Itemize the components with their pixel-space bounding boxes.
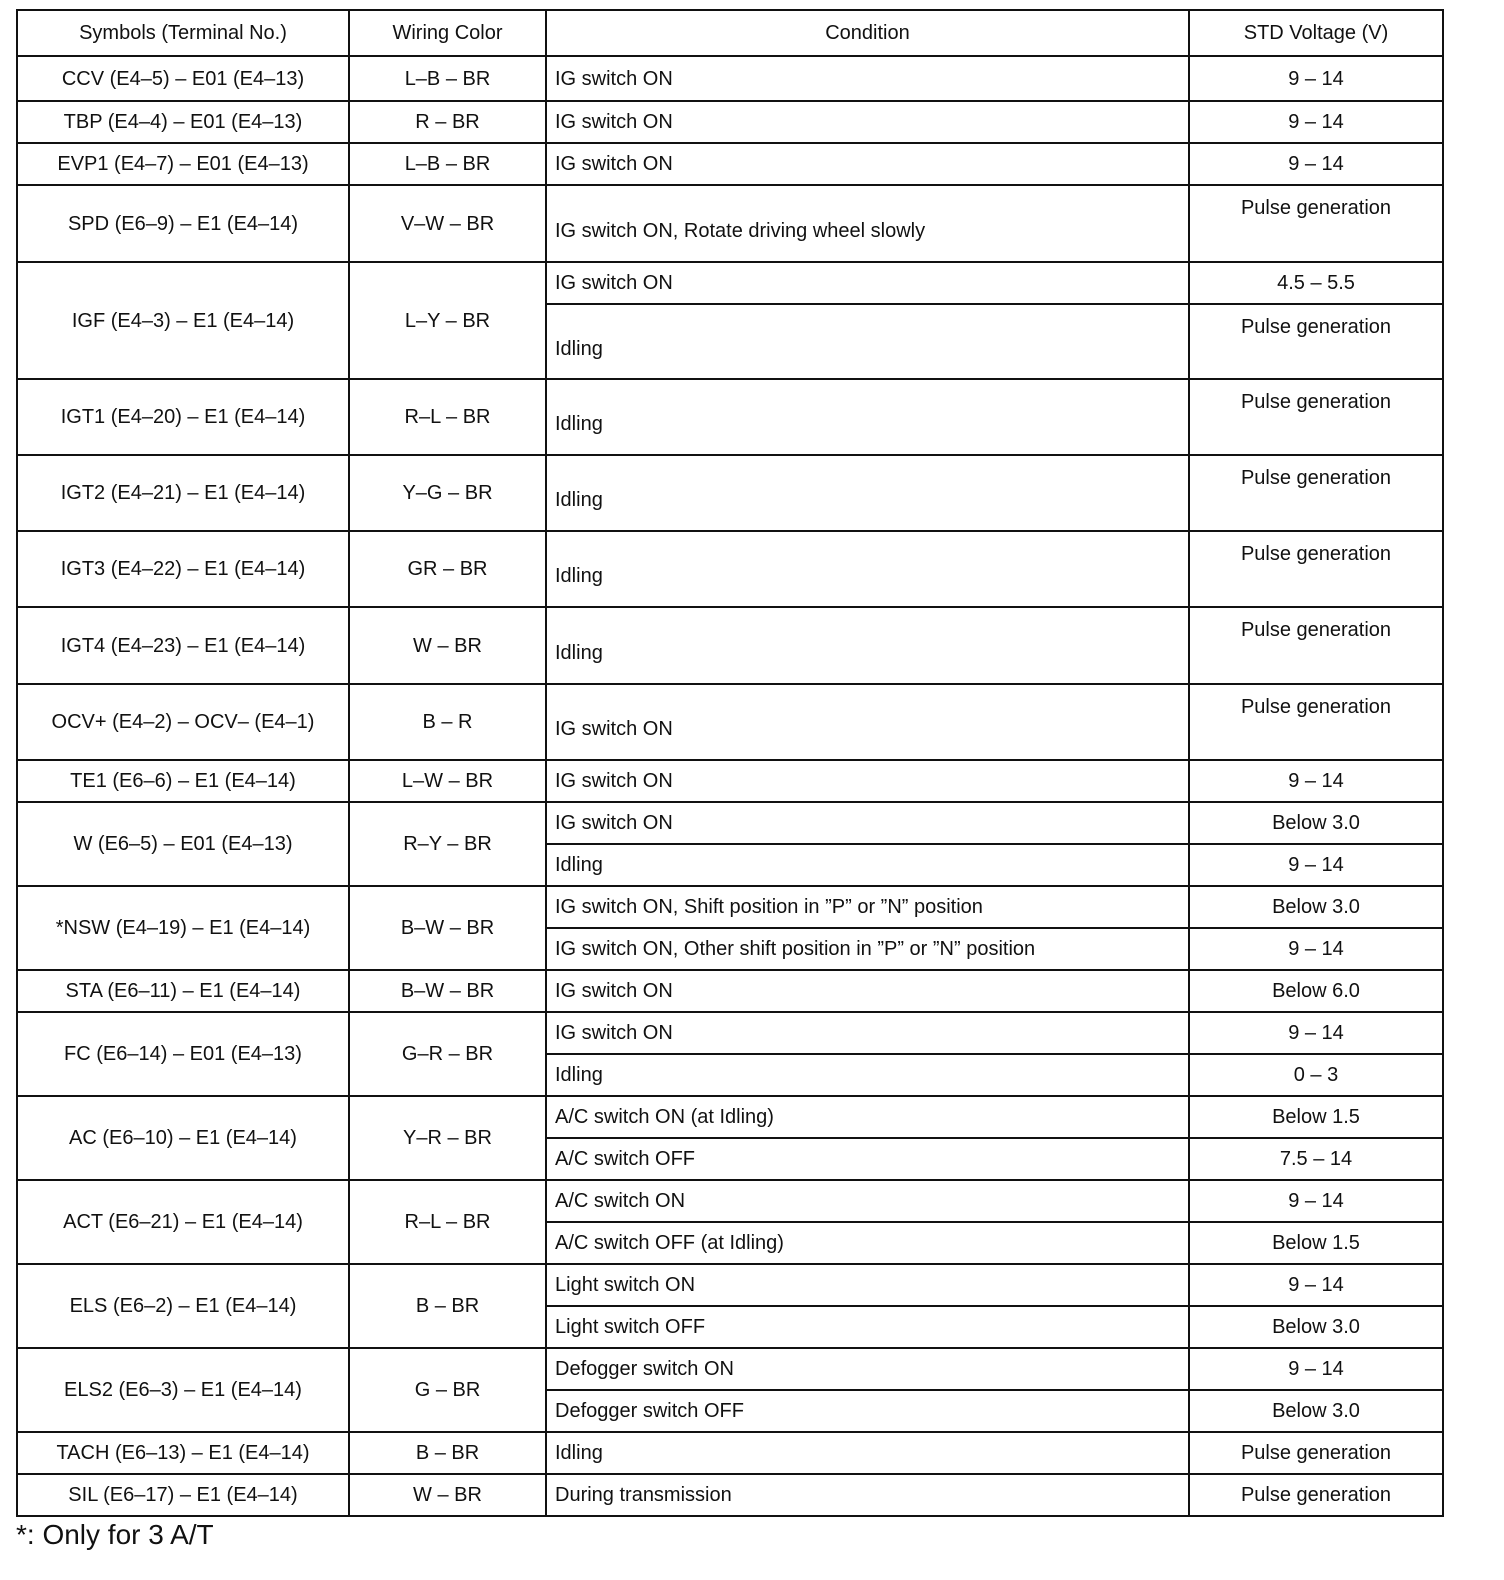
wiring-color-cell: B – BR (349, 1432, 546, 1474)
table-row (17, 802, 1443, 844)
table-row (17, 379, 1443, 455)
symbol-cell: *NSW (E4–19) – E1 (E4–14) (17, 886, 349, 970)
condition-cell: Light switch OFF (546, 1306, 1189, 1348)
condition-cell: Idling (546, 455, 1189, 531)
symbol-cell: IGT4 (E4–23) – E1 (E4–14) (17, 607, 349, 684)
std-voltage-cell: 9 – 14 (1189, 143, 1443, 185)
table-row (17, 1348, 1443, 1390)
condition-cell: IG switch ON (546, 802, 1189, 844)
symbol-cell: TACH (E6–13) – E1 (E4–14) (17, 1432, 349, 1474)
symbol-cell: W (E6–5) – E01 (E4–13) (17, 802, 349, 886)
wiring-color-cell: Y–R – BR (349, 1096, 546, 1180)
condition-cell: Idling (546, 304, 1189, 379)
symbol-cell: IGF (E4–3) – E1 (E4–14) (17, 262, 349, 379)
std-voltage-cell: Below 6.0 (1189, 970, 1443, 1012)
table-row (17, 1474, 1443, 1516)
condition-cell: IG switch ON (546, 760, 1189, 802)
table-row (17, 1432, 1443, 1474)
condition-cell: Light switch ON (546, 1264, 1189, 1306)
condition-cell: IG switch ON (546, 101, 1189, 143)
terminal-voltage-table (16, 9, 1444, 1517)
std-voltage-cell: Pulse generation (1189, 379, 1443, 455)
symbol-cell: ELS2 (E6–3) – E1 (E4–14) (17, 1348, 349, 1432)
std-voltage-cell: 7.5 – 14 (1189, 1138, 1443, 1180)
wiring-color-cell: R–L – BR (349, 1180, 546, 1264)
condition-cell: IG switch ON (546, 1012, 1189, 1054)
condition-cell: Idling (546, 1054, 1189, 1096)
condition-cell: Idling (546, 1432, 1189, 1474)
table-row (17, 1180, 1443, 1222)
wiring-color-cell: V–W – BR (349, 185, 546, 262)
condition-cell: IG switch ON (546, 684, 1189, 760)
table-row (17, 531, 1443, 607)
std-voltage-cell: Pulse generation (1189, 1474, 1443, 1516)
table-body (17, 10, 1443, 1516)
symbol-cell: IGT2 (E4–21) – E1 (E4–14) (17, 455, 349, 531)
symbol-cell: IGT1 (E4–20) – E1 (E4–14) (17, 379, 349, 455)
symbol-cell: AC (E6–10) – E1 (E4–14) (17, 1096, 349, 1180)
symbol-cell: ACT (E6–21) – E1 (E4–14) (17, 1180, 349, 1264)
wiring-color-cell: G–R – BR (349, 1012, 546, 1096)
std-voltage-cell: 9 – 14 (1189, 101, 1443, 143)
wiring-color-cell: R–L – BR (349, 379, 546, 455)
condition-cell: Idling (546, 531, 1189, 607)
symbol-cell: SPD (E6–9) – E1 (E4–14) (17, 185, 349, 262)
table-row (17, 101, 1443, 143)
wiring-color-cell: B – R (349, 684, 546, 760)
std-voltage-cell: 4.5 – 5.5 (1189, 262, 1443, 304)
std-voltage-cell: 9 – 14 (1189, 844, 1443, 886)
condition-cell: A/C switch OFF (at Idling) (546, 1222, 1189, 1264)
std-voltage-cell: Pulse generation (1189, 607, 1443, 684)
table-row (17, 1096, 1443, 1138)
condition-cell: A/C switch ON (at Idling) (546, 1096, 1189, 1138)
wiring-color-cell: G – BR (349, 1348, 546, 1432)
std-voltage-cell: 9 – 14 (1189, 928, 1443, 970)
symbol-cell: FC (E6–14) – E01 (E4–13) (17, 1012, 349, 1096)
symbol-cell: CCV (E4–5) – E01 (E4–13) (17, 56, 349, 101)
table-row (17, 1012, 1443, 1054)
wiring-color-cell: L–B – BR (349, 56, 546, 101)
condition-cell: A/C switch ON (546, 1180, 1189, 1222)
condition-cell: IG switch ON (546, 970, 1189, 1012)
std-voltage-cell: Pulse generation (1189, 185, 1443, 262)
std-voltage-cell: 9 – 14 (1189, 1264, 1443, 1306)
table-row (17, 684, 1443, 760)
symbol-cell: SIL (E6–17) – E1 (E4–14) (17, 1474, 349, 1516)
wiring-color-cell: GR – BR (349, 531, 546, 607)
table-header-row (17, 10, 1443, 56)
symbol-cell: ELS (E6–2) – E1 (E4–14) (17, 1264, 349, 1348)
table-row (17, 886, 1443, 928)
wiring-color-cell: W – BR (349, 607, 546, 684)
std-voltage-cell: Below 3.0 (1189, 1390, 1443, 1432)
std-voltage-cell: Pulse generation (1189, 684, 1443, 760)
table-row (17, 760, 1443, 802)
table-row (17, 607, 1443, 684)
std-voltage-cell: Below 1.5 (1189, 1096, 1443, 1138)
header-std-voltage: STD Voltage (V) (1189, 10, 1443, 56)
condition-cell: Defogger switch ON (546, 1348, 1189, 1390)
condition-cell: During transmission (546, 1474, 1189, 1516)
condition-cell: IG switch ON (546, 143, 1189, 185)
wiring-color-cell: B–W – BR (349, 970, 546, 1012)
footnote: *: Only for 3 A/T (16, 1519, 214, 1550)
wiring-color-cell: B–W – BR (349, 886, 546, 970)
std-voltage-cell: Below 1.5 (1189, 1222, 1443, 1264)
symbol-cell: TBP (E4–4) – E01 (E4–13) (17, 101, 349, 143)
header-condition: Condition (546, 10, 1189, 56)
table-row (17, 185, 1443, 262)
table-row (17, 970, 1443, 1012)
wiring-color-cell: L–B – BR (349, 143, 546, 185)
condition-cell: IG switch ON, Shift position in ”P” or ”N” position (546, 886, 1189, 928)
condition-cell: IG switch ON, Rotate driving wheel slowly (546, 185, 1189, 262)
condition-cell: Idling (546, 607, 1189, 684)
condition-cell: A/C switch OFF (546, 1138, 1189, 1180)
condition-cell: Idling (546, 379, 1189, 455)
symbol-cell: TE1 (E6–6) – E1 (E4–14) (17, 760, 349, 802)
std-voltage-cell: 9 – 14 (1189, 760, 1443, 802)
header-symbols: Symbols (Terminal No.) (17, 10, 349, 56)
table-row (17, 1264, 1443, 1306)
wiring-color-cell: R – BR (349, 101, 546, 143)
std-voltage-cell: Below 3.0 (1189, 1306, 1443, 1348)
condition-cell: IG switch ON (546, 56, 1189, 101)
std-voltage-cell: Below 3.0 (1189, 886, 1443, 928)
table-row (17, 143, 1443, 185)
std-voltage-cell: Pulse generation (1189, 455, 1443, 531)
std-voltage-cell: 9 – 14 (1189, 1012, 1443, 1054)
symbol-cell: EVP1 (E4–7) – E01 (E4–13) (17, 143, 349, 185)
std-voltage-cell: Pulse generation (1189, 531, 1443, 607)
std-voltage-cell: 9 – 14 (1189, 1180, 1443, 1222)
wiring-color-cell: Y–G – BR (349, 455, 546, 531)
wiring-color-cell: B – BR (349, 1264, 546, 1348)
wiring-color-cell: R–Y – BR (349, 802, 546, 886)
wiring-color-cell: L–W – BR (349, 760, 546, 802)
table-row (17, 455, 1443, 531)
wiring-color-cell: L–Y – BR (349, 262, 546, 379)
condition-cell: Idling (546, 844, 1189, 886)
table-row (17, 56, 1443, 101)
std-voltage-cell: Below 3.0 (1189, 802, 1443, 844)
std-voltage-cell: 9 – 14 (1189, 56, 1443, 101)
symbol-cell: OCV+ (E4–2) – OCV– (E4–1) (17, 684, 349, 760)
wiring-color-cell: W – BR (349, 1474, 546, 1516)
condition-cell: IG switch ON, Other shift position in ”P” or ”N” position (546, 928, 1189, 970)
std-voltage-cell: 0 – 3 (1189, 1054, 1443, 1096)
header-wiring-color: Wiring Color (349, 10, 546, 56)
std-voltage-cell: 9 – 14 (1189, 1348, 1443, 1390)
std-voltage-cell: Pulse generation (1189, 304, 1443, 379)
condition-cell: IG switch ON (546, 262, 1189, 304)
symbol-cell: IGT3 (E4–22) – E1 (E4–14) (17, 531, 349, 607)
symbol-cell: STA (E6–11) – E1 (E4–14) (17, 970, 349, 1012)
condition-cell: Defogger switch OFF (546, 1390, 1189, 1432)
std-voltage-cell: Pulse generation (1189, 1432, 1443, 1474)
table-row (17, 262, 1443, 304)
